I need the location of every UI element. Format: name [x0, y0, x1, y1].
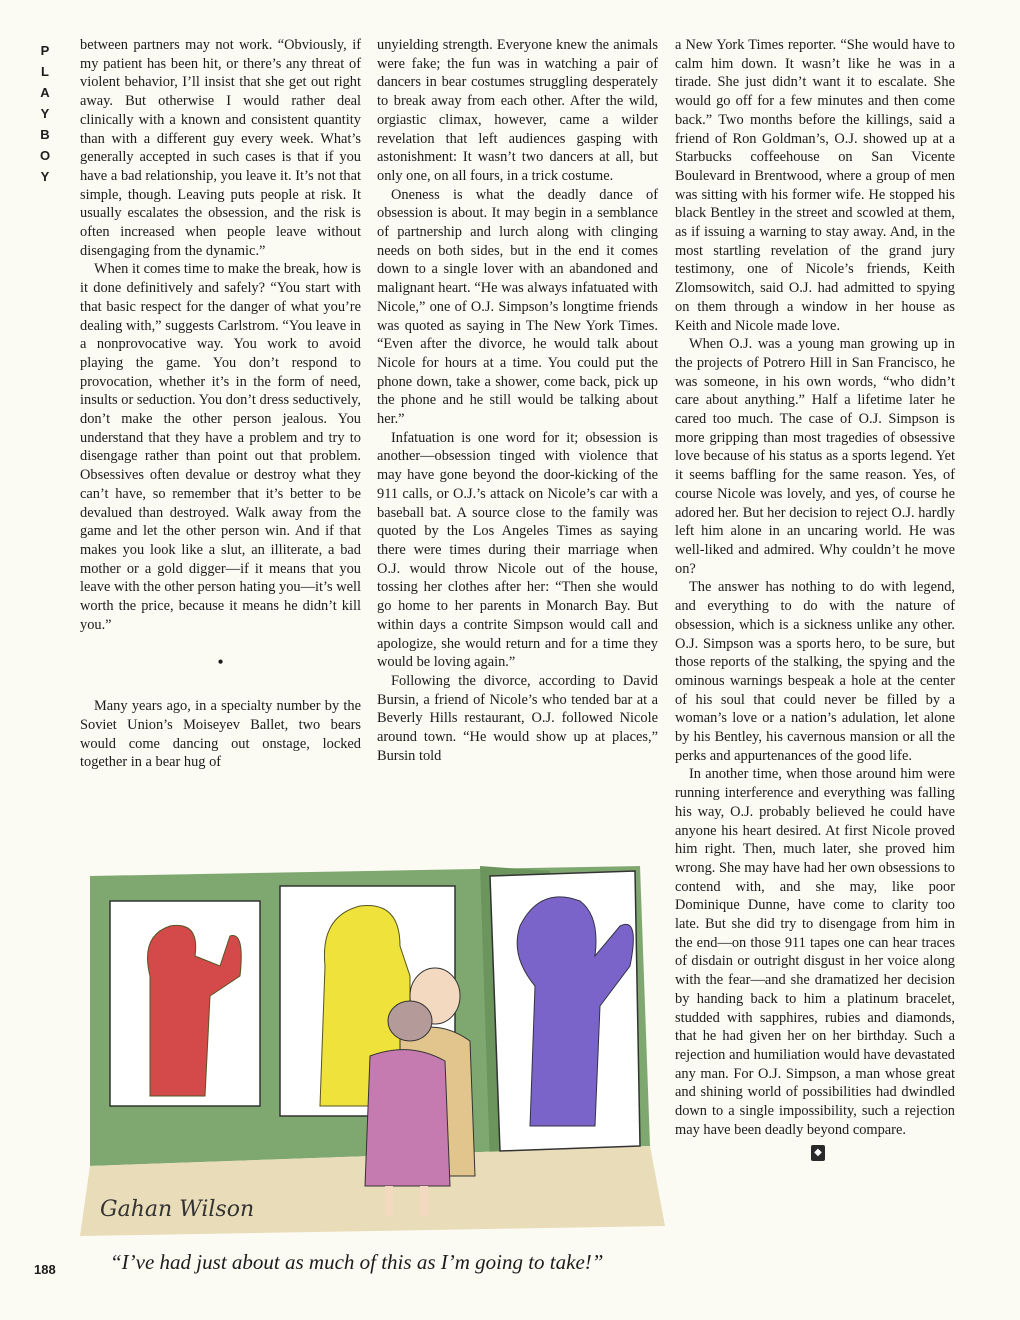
paragraph: unyielding strength. Everyone knew the animals were fake; the fun was in watching a pair of dancers in bear costumes struggling desperately to break away from each other. After the wild, orgiastic climax, however, came a wilder revelation that left audiences gasping with astonishment: It wasn’t two dancers at all, but only one, on all fours, in a trick costume.: [377, 37, 658, 184]
paragraph: a New York Times reporter. “She would have to calm him down. It wasn’t like he was in a tirade. She just didn’t want it to escalate. She would go off for a few minutes and then come back.” Two months before the killings, said a friend of Ron Goldman’s, O.J. showed up at a Starbucks coffeehouse on San Vicente Boulevard in Brentwood, where a group of men was sitting with his former wife. He stopped his black Bentley in the street and scowled at them, as if issuing a warning to stay away. And, in the most startling revelation of the grand jury testimony, one of Nicole’s friends, Keith Zlomsowitch, said O.J. had admitted to spying on them through a window in her house as Keith and Nicole made love.: [675, 37, 955, 334]
section-bullet: •: [217, 651, 224, 672]
magazine-name-vertical: [34, 40, 56, 187]
magazine-letter: P: [40, 43, 50, 58]
cartoon-signature: Gahan Wilson: [100, 1197, 255, 1222]
article-column-2: [377, 36, 658, 765]
page-number: 188: [34, 1262, 56, 1277]
paragraph: Infatuation is one word for it; obsession is another—obsession tinged with violence that may have gone beyond the door-kicking of the 911 calls, or O.J.’s attack on Nicole’s car with a baseball bat. A source close to the family was quoted by the Los Angeles Times as saying there were times during their marriage when O.J. would throw Nicole out of the house, tossing her clothes after her: “Then she would go home to her parents in Monarch Bay. But within days a contrite Simpson would call and apologize, she would return and for a time they would be loving again.”: [377, 429, 658, 671]
paragraph: Following the divorce, according to David Bursin, a friend of Nicole’s who tended bar at a Beverly Hills restaurant, O.J. followed Nicole around town. “He would show up at places,” Bursin told: [377, 672, 658, 764]
paragraph: When O.J. was a young man growing up in the projects of Potrero Hill in San Francisco, he was someone, in his own words, “who didn’t care about anything.” Half a lifetime later he cared too much. The case of O.J. Simpson is more gripping than most tragedies of obsessive love because of his status as a sports legend. Yet it seems baffling for the same reason. Yes, of course Nicole was lovely, and yes, of course he adored her. But her decision to reject O.J. hardly left him alone in an uncaring world. He was well-liked and admired. Why couldn’t he move on?: [675, 336, 955, 577]
cartoon-caption: “I’ve had just about as much of this as I’m going to take!”: [110, 1250, 604, 1274]
paragraph: Oneness is what the deadly dance of obsession is about. It may begin in a semblance of partnership and lurch along with clinging needs on both sides, but in the end it comes down to a single lover with an abandoned and malignant heart. “He was always infatuated with Nicole,” one of O.J. Simpson’s longtime friends was quoted as saying in The New York Times. “Even after the divorce, he would talk about Nicole for hours at a time. You could put the phone down, take a shower, come back, pick up the phone and he still would be talking about her.”: [377, 186, 658, 428]
cartoon-illustration: [80, 846, 665, 1236]
paragraph: When it comes time to make the break, how is it done definitively and safely? “You start with that basic respect for the danger of what you’re dealing with,” suggests Carlstrom. “You leave in a nonprovocative way. You work to avoid playing the game. You don’t respond to provocation, whether it’s in the form of need, insults or seduction. You don’t dress seductively, don’t make the other person jealous. You understand that they have a problem and try to disengage rather than point out that problem. Obsessives often devalue or destroy what they can’t have, so remember that it’s better to be devalued than destroyed. Walk away from the game and let the other person win. And if that makes you look like a slut, an illiterate, a bad mother or a gold digger—if it means that you leave with the other person hating you—it’s well worth the price, because it means he didn’t kill you.”: [80, 261, 361, 633]
magazine-letter: O: [39, 148, 51, 163]
magazine-letter: L: [41, 64, 49, 79]
magazine-letter: Y: [40, 106, 50, 121]
article-column-3: [675, 36, 955, 1162]
bunny-logo-icon: ◆: [811, 1145, 825, 1161]
paragraph: Many years ago, in a specialty number by the Soviet Union’s Moiseyev Ballet, two bears would come dancing out onstage, locked together in a bear hug of: [80, 698, 361, 771]
magazine-letter: Y: [40, 169, 50, 184]
magazine-letter: A: [40, 85, 50, 100]
paragraph: The answer has nothing to do with legend, and everything to do with the nature of obsession, which is a sickness unlike any other. O.J. Simpson was a sports hero, to be sure, but those reports of the stalking, the spying and the ominous warnings bespeak a hole at the center of his soul that could never be filled by a woman’s love or a nation’s adulation, let alone by his Bentley, his cavernous mansion or all the perks and appurtenances of the good life.: [675, 579, 955, 764]
paragraph: between partners may not work. “Obviously, if my patient has been hit, or there’s any threat of violent behavior, I’ll insist that she get out right away. But otherwise I would rather deal clinically with a known and consistent quantity than with a different guy every week. What’s generally accepted in such cases is that if you have a bad relationship, you leave it. It’s not that simple, though. Leaving puts people at risk. It usually escalates the obsession, and the risk is often increased when people leave without disengaging from the dynamic.”: [80, 37, 361, 259]
paragraph: In another time, when those around him were running interference and everything was falling his way, O.J. probably believed he could have anyone his heart desired. At first Nicole proved him right. Then, much later, she proved him wrong. She may have had her own obsessions to contend with, and she may, like poor Dominique Dunne, have come to clarity too late. But she did try to disengage from him in the end—on those 911 tapes one can hear traces of disdain or outright disgust in her voice along with the fear—and she dramatized her decision by handing back to him a platinum bracelet, studded with sapphires, rubies and diamonds, that he had given her on her birthday. Such a rejection and humiliation would have devastated any man. For O.J. Simpson, a man whose great and shining world of possibilities had dwindled down to a single impossibility, such a rejection may have been deadly beyond compare.: [675, 766, 955, 1138]
magazine-letter: B: [40, 127, 50, 142]
article-column-1: [80, 36, 361, 772]
